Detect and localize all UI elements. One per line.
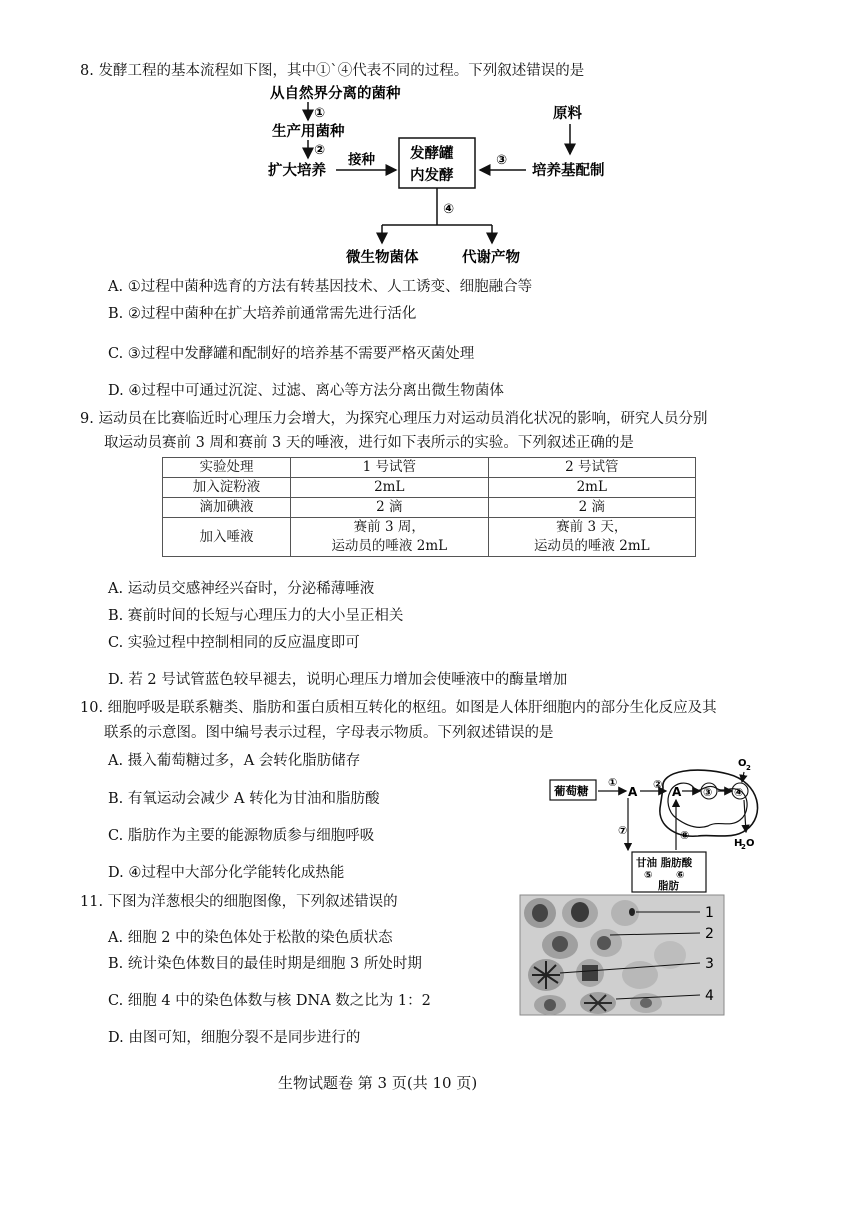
q11-stem: 11. 下图为洋葱根尖的细胞图像，下列叙述错误的	[80, 894, 398, 910]
glycerol-fatty-acid-label: 甘油 脂肪酸	[636, 857, 693, 869]
micrograph-label-1: 1	[705, 905, 714, 921]
q9-option-d: D. 若 2 号试管蓝色较早褪去，说明心理压力增加会使唾液中的酶量增加	[108, 672, 568, 688]
flow-node-tank-line1: 发酵罐	[410, 146, 454, 162]
q9-stem-line1: 9. 运动员在比赛临近时心理压力会增大，为探究心理压力对运动员消化状况的影响，研究人员分别	[80, 411, 708, 427]
q9-option-c: C. 实验过程中控制相同的反应温度即可	[108, 635, 360, 651]
q11-option-a: A. 细胞 2 中的染色体处于松散的染色质状态	[108, 930, 393, 946]
q11-option-d: D. 由图可知，细胞分裂不是同步进行的	[108, 1030, 361, 1046]
q9-option-b: B. 赛前时间的长短与心理压力的大小呈正相关	[108, 608, 404, 624]
table-header-cell: 2 号试管	[488, 458, 695, 478]
process-label-7: ⑦	[618, 824, 628, 837]
q8-option-d: D. ④过程中可通过沉淀、过滤、离心等方法分离出微生物菌体	[108, 383, 504, 399]
q8-option-b: B. ②过程中菌种在扩大培养前通常需先进行活化	[108, 306, 417, 322]
process-label-4: ④	[443, 202, 455, 217]
table-cell: 2 滴	[488, 498, 695, 518]
micrograph-label-2: 2	[705, 926, 714, 942]
q9-option-a: A. 运动员交感神经兴奋时，分泌稀薄唾液	[108, 581, 375, 597]
table-header-cell: 1 号试管	[291, 458, 489, 478]
table-row	[163, 498, 696, 518]
table-cell: 2mL	[488, 478, 695, 498]
water-label-h: H	[734, 838, 743, 849]
glucose-label: 葡萄糖	[554, 784, 589, 798]
table-cell: 赛前 3 天， 运动员的唾液 2mL	[488, 518, 695, 557]
micrograph-label-3: 3	[705, 956, 714, 972]
flow-node-natural-strain: 从自然界分离的菌种	[270, 86, 401, 102]
substance-a-inner: A	[672, 785, 682, 799]
process-label-3: ③	[703, 786, 713, 799]
q9-stem-line2: 取运动员赛前 3 周和赛前 3 天的唾液，进行如下表所示的实验。下列叙述正确的是	[104, 435, 634, 451]
fat-label: 脂肪	[658, 880, 679, 892]
flow-node-metabolites: 代谢产物	[462, 250, 520, 266]
flow-node-raw-material: 原料	[553, 106, 582, 122]
oxygen-label: O	[738, 758, 747, 769]
process-label-5: ⑤	[644, 870, 653, 881]
fermentation-flow-diagram	[250, 80, 630, 270]
table-header-row	[163, 458, 696, 478]
table-cell: 滴加碘液	[163, 498, 291, 518]
flow-node-medium-prep: 培养基配制	[532, 163, 605, 179]
table-cell: 2mL	[291, 478, 489, 498]
oxygen-subscript: 2	[746, 764, 751, 772]
q11-option-b: B. 统计染色体数目的最佳时期是细胞 3 所处时期	[108, 956, 422, 972]
process-label-8: ⑧	[680, 829, 690, 842]
micrograph-label-4: 4	[705, 988, 714, 1004]
onion-root-tip-micrograph	[520, 895, 724, 1015]
table-cell: 加入淀粉液	[163, 478, 291, 498]
cell-respiration-diagram	[548, 758, 778, 896]
process-label-3: ③	[496, 153, 508, 168]
table-row	[163, 518, 696, 557]
water-subscript: 2	[741, 843, 746, 851]
q10-option-d: D. ④过程中大部分化学能转化成热能	[108, 865, 345, 881]
q10-stem-line1: 10. 细胞呼吸是联系糖类、脂肪和蛋白质相互转化的枢纽。如图是人体肝细胞内的部分生化反应及其	[80, 700, 717, 716]
table-cell: 2 滴	[291, 498, 489, 518]
water-label-o: O	[746, 838, 755, 849]
q8-stem: 8. 发酵工程的基本流程如下图，其中①`④代表不同的过程。下列叙述错误的是	[80, 63, 585, 79]
q11-option-c: C. 细胞 4 中的染色体数与核 DNA 数之比为 1：2	[108, 993, 431, 1009]
process-label-1: ①	[608, 776, 618, 789]
q10-option-c: C. 脂肪作为主要的能源物质参与细胞呼吸	[108, 828, 375, 844]
process-label-2: ②	[653, 778, 663, 791]
q9-experiment-table	[162, 457, 696, 557]
table-cell: 赛前 3 周， 运动员的唾液 2mL	[291, 518, 489, 557]
q8-option-a: A. ①过程中菌种选育的方法有转基因技术、人工诱变、细胞融合等	[108, 279, 533, 295]
table-header-cell: 实验处理	[163, 458, 291, 478]
q10-option-b: B. 有氧运动会减少 A 转化为甘油和脂肪酸	[108, 791, 380, 807]
flow-node-tank-line2: 内发酵	[410, 168, 454, 184]
table-row	[163, 478, 696, 498]
page-footer: 生物试题卷 第 3 页(共 10 页)	[278, 1074, 478, 1092]
substance-a-outer: A	[628, 785, 638, 799]
flow-label-inoculate: 接种	[348, 152, 375, 168]
q10-option-a: A. 摄入葡萄糖过多，A 会转化脂肪储存	[108, 753, 361, 769]
process-label-6: ⑥	[676, 870, 685, 881]
table-cell: 加入唾液	[163, 518, 291, 557]
flow-node-microbe-cells: 微生物菌体	[346, 250, 419, 266]
process-label-2: ②	[314, 143, 326, 158]
q8-option-c: C. ③过程中发酵罐和配制好的培养基不需要严格灭菌处理	[108, 346, 475, 362]
q10-stem-line2: 联系的示意图。图中编号表示过程，字母表示物质。下列叙述错误的是	[104, 725, 554, 741]
process-label-1: ①	[314, 106, 326, 121]
process-label-4: ④	[734, 786, 744, 799]
flow-node-expand-culture: 扩大培养	[268, 163, 326, 179]
flow-node-production-strain: 生产用菌种	[272, 124, 345, 140]
